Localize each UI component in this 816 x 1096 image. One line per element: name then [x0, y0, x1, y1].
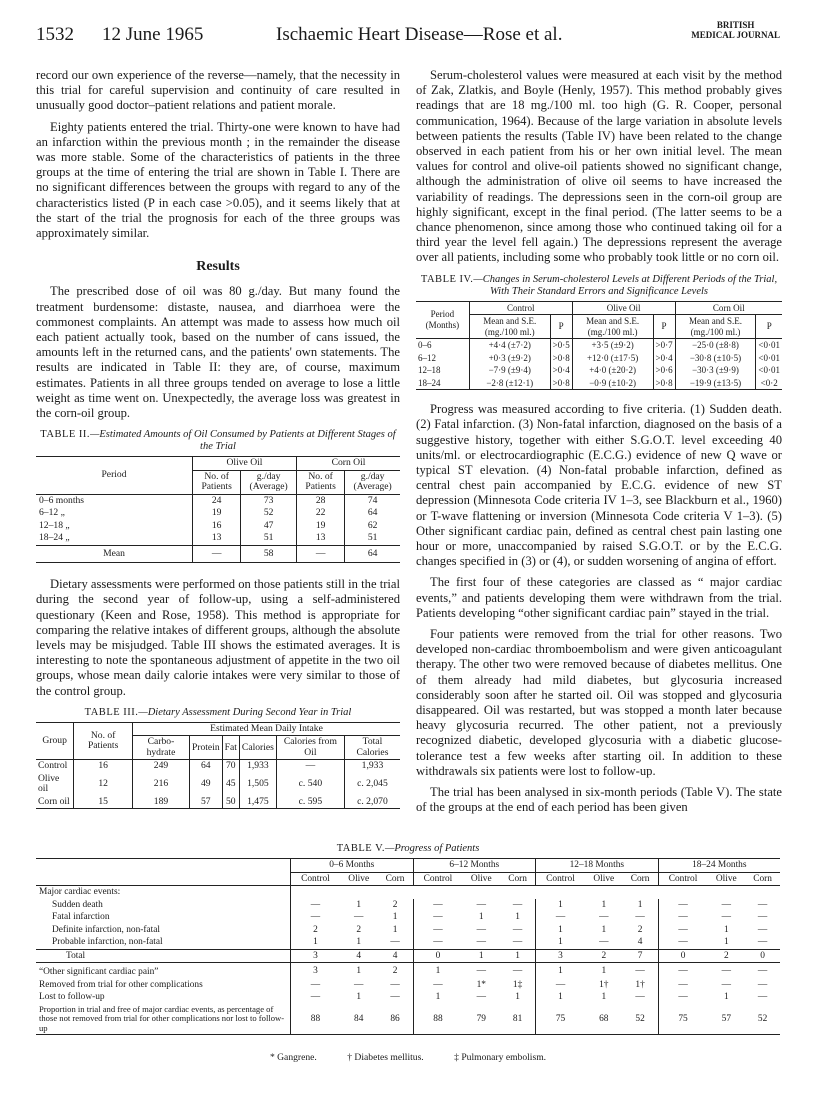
table-cell: 2 — [623, 924, 658, 937]
table-cell: 1 — [340, 936, 378, 949]
table-cell: — — [500, 936, 535, 949]
table-cell: 1 — [723, 992, 729, 1002]
table-header: Calories — [239, 736, 276, 760]
table-cell: — — [678, 979, 688, 990]
table-row: 12–18 „ 16 47 19 62 — [36, 520, 400, 533]
table-cell: 1* — [476, 979, 486, 990]
table-cell: 1 — [536, 936, 585, 949]
footnote: † Diabetes mellitus. — [347, 1052, 424, 1063]
table-header: Control — [469, 301, 572, 315]
table-cell: — — [757, 899, 768, 910]
table-cell: 2 — [313, 924, 318, 935]
table-cell: — — [378, 936, 413, 949]
table-header: Period — [36, 457, 193, 495]
table-cell: 4 — [623, 936, 658, 949]
table-cell: 84 — [340, 1004, 378, 1035]
table-header: Corn — [500, 872, 535, 886]
table-row — [36, 979, 780, 992]
table-cell: — — [433, 979, 443, 990]
table-header: Carbo-hydrate — [133, 736, 190, 760]
table4-caption: TABLE IV.—Changes in Serum-cholesterol Levels at Different Periods of the Trial, With Their Standard Errors and Significance Levels — [420, 273, 778, 297]
left-column — [36, 68, 400, 809]
table-header: g./day (Average) — [345, 470, 400, 494]
journal-name: BRITISH MEDICAL JOURNAL — [691, 20, 780, 40]
table5-block — [36, 843, 780, 1035]
table-cell: 1 — [500, 911, 535, 924]
table-cell: 52 — [745, 1004, 780, 1035]
table-cell: — — [757, 924, 768, 935]
table-cell: 88 — [413, 1004, 462, 1035]
running-title: Ischaemic Heart Disease—Rose et al. — [276, 24, 563, 45]
table-cell: 1 — [291, 936, 340, 949]
table-row: 6–12 „ 19 52 22 64 — [36, 507, 400, 520]
table-cell: 1 — [378, 911, 413, 924]
table5-caption: TABLE V.—Progress of Patients — [336, 843, 480, 854]
table-cell: 1† — [623, 979, 658, 992]
table-header: Total Calories — [344, 736, 400, 760]
table-cell: 1 — [723, 924, 729, 935]
table-header: Control — [291, 872, 340, 886]
table-cell: 1 — [601, 899, 607, 910]
table-cell: — — [599, 912, 609, 922]
table-cell: 1 — [601, 924, 607, 935]
table-header: Mean and S.E. (mg./100 ml.) — [469, 315, 550, 339]
table-cell: 2 — [707, 949, 745, 963]
table-cell: 4 — [340, 949, 378, 963]
page-number: 1532 — [36, 24, 74, 45]
row-label: Definite infarction, non-fatal — [36, 924, 291, 937]
table-row — [36, 911, 780, 924]
footnote: * Gangrene. — [269, 1052, 317, 1063]
table-cell: — — [354, 912, 364, 922]
table-cell: — — [585, 936, 623, 949]
paragraph: Dietary assessments were performed on those patients still in the trial during the second year of follow-up, using a self-administered questionary (Keen and Rose, 1958). This method is appropriate for comparing the relative intakes of different groups, although the absolute levels may be misjudged. Table III shows the estimated averages. It is interesting to note the spontaneous adjustment of appetite in the two oil groups, whose mean daily calorie intakes were very similar to those of the control group. — [36, 577, 400, 698]
table-cell: 3 — [313, 965, 318, 976]
table2-caption: TABLE II.—Estimated Amounts of Oil Consumed by Patients at Different Stages of the Trial — [40, 429, 396, 453]
table-cell: — — [757, 912, 768, 922]
table-cell: 1 — [500, 991, 535, 1004]
table-header: Olive Oil — [572, 301, 675, 315]
table-cell: 1 — [435, 965, 441, 976]
row-label: Proportion in trial and free of major cardiac events, as percentage of those not removed from trial for other complications nor lost to follow-up — [36, 1004, 291, 1035]
table-cell: — — [476, 924, 486, 935]
footnote: ‡ Pulmonary embolism. — [454, 1052, 547, 1063]
table-cell: — — [678, 992, 688, 1002]
table-cell: 1 — [356, 965, 362, 976]
table-cell: — — [678, 899, 688, 910]
table-cell: — — [310, 979, 321, 990]
table-cell: — — [745, 936, 780, 949]
table-cell: — — [433, 924, 443, 935]
row-label: Fatal infarction — [36, 911, 291, 924]
table-header: Olive — [340, 872, 378, 886]
issue-date: 12 June 1965 — [102, 24, 204, 45]
table-row — [36, 936, 780, 949]
paragraph: Serum-cholesterol values were measured at each visit by the method of Zak, Zlatkis, and Boyle (Henly, 1957). This method probably gives readings that are 18 mg./100 ml. too high (G. R. Cooper, personal communication, 1964). Because of the large variation in absolute levels between patients the results (Table IV) have been related to the change observed in each patient from his or her own initial level. The mean values for control and olive-oil patients showed no significant change, although the administration of olive oil seems to have increased the variability of readings. The depressions seen in the corn-oil group are highly significant, except in the final period. (The latter seems to be a chance phenomenon, since among those who continued taking oil for a third year the level fell again.) The depressions represent the average over all patients, including some who probably took little or no corn oil. — [416, 68, 782, 265]
table-cell: — — [378, 979, 413, 992]
table-row — [36, 991, 780, 1004]
table-cell: 1 — [356, 899, 362, 910]
table-cell: 1‡ — [500, 979, 535, 992]
table-cell: 1 — [707, 936, 745, 949]
paragraph: record our own experience of the reverse—namely, that the necessity in this trial for careful supervision and continuity of care resulted in unusually good doctor–patient relations and patient morale. — [36, 68, 400, 113]
table-row: 18–24 −2·8 (±12·1) >0·8 −0·9 (±10·2) >0·8 −19·9 (±13·5) <0·2 — [416, 377, 782, 390]
table-cell: 1 — [601, 992, 607, 1002]
table-cell: 4 — [378, 949, 413, 963]
table-cell: — — [354, 979, 364, 990]
table2 — [36, 456, 400, 563]
table-cell: — — [476, 899, 486, 910]
row-label: Total — [36, 949, 291, 963]
page-header — [36, 18, 780, 48]
table-cell: 1 — [478, 912, 484, 922]
table-header: 12–18 Months — [536, 859, 659, 873]
table-cell: 2 — [585, 949, 623, 963]
table-cell: — — [721, 912, 731, 922]
table-header: Estimated Mean Daily Intake — [133, 722, 400, 736]
table-header: Corn Oil — [675, 301, 782, 315]
table-cell: 1 — [558, 965, 563, 976]
table-cell: — — [678, 912, 688, 922]
table-cell: 2 — [378, 963, 413, 979]
table-cell: 75 — [658, 1004, 707, 1035]
table-cell: 2 — [356, 924, 362, 935]
paragraph: The first four of these categories are classed as “ major cardiac events,” and patients developing them were withdrawn from the trial. Patients developing “other significant cardiac pain” stayed in the trial. — [416, 575, 782, 620]
table-row — [36, 949, 780, 963]
table-cell: — — [500, 899, 535, 912]
table-cell: — — [462, 936, 500, 949]
table-cell: — — [310, 899, 321, 910]
table-cell: — — [721, 899, 731, 910]
table-header: Corn — [623, 872, 658, 886]
row-label: “Other significant cardiac pain” — [36, 963, 291, 979]
table-header: Olive — [707, 872, 745, 886]
table-cell: — — [623, 991, 658, 1004]
table5 — [36, 858, 780, 1035]
table-header: Corn — [745, 872, 780, 886]
table-cell: — — [555, 912, 566, 922]
table-cell: — — [757, 979, 768, 990]
table-row: 12–18 −7·9 (±9·4) >0·4 +4·0 (±20·2) >0·6 −30·3 (±9·9) <0·01 — [418, 365, 780, 376]
table-cell: — — [678, 965, 688, 976]
table-header: Corn — [378, 872, 413, 886]
table-cell: 0 — [413, 949, 462, 963]
table-row — [36, 963, 780, 979]
table-cell: 2 — [378, 899, 413, 912]
table-header: 0–6 Months — [291, 859, 414, 873]
table-cell: 1 — [558, 899, 563, 910]
table-row — [36, 886, 780, 899]
table-cell: — — [721, 965, 731, 976]
table-cell: 1 — [558, 924, 563, 935]
table3-caption: TABLE III.—Dietary Assessment During Second Year in Trial — [84, 706, 352, 718]
table-header: Calories from Oil — [276, 736, 344, 760]
table-cell: — — [623, 963, 658, 979]
table-cell: — — [413, 936, 462, 949]
table-header: 6–12 Months — [413, 859, 536, 873]
table-cell: 0 — [658, 949, 707, 963]
paragraph: Eighty patients entered the trial. Thirty-one were known to have had an infarction within the previous month ; in the remainder the disease was more stable. Some of the characteristics of patients in the three groups at the time of entering the trial are shown in Table I. There are no significant differences between the groups with regard to any of the characteristics listed (P in each case >0.05), and it seems likely that at the start of the trial the prognosis for each of the three groups was approximately similar. — [36, 119, 400, 241]
table-cell: 7 — [623, 949, 658, 963]
table-cell: 86 — [378, 1004, 413, 1035]
table-header: g./day (Average) — [241, 470, 297, 494]
table-cell: 1 — [462, 949, 500, 963]
table-header: Olive — [462, 872, 500, 886]
table-row: Mean — 58 — 64 — [36, 545, 400, 563]
table-header: Mean and S.E. (mg./100 ml.) — [675, 315, 756, 339]
table-header: Group — [36, 722, 74, 760]
table-row: 18–24 „ 13 51 13 51 — [36, 532, 400, 545]
table-cell: — — [310, 912, 321, 922]
table-header: P — [550, 315, 572, 339]
paragraph: Progress was measured according to five criteria. (1) Sudden death. (2) Fatal infarction. (3) Non-fatal infarction, diagnosed on the basis of a suggestive history, together with either S.G.O.T. level exceeding 40 units/ml. or electrocardiographic (E.C.G.) evidence of new Q wave or typical ST elevation. (4) Non-fatal probable infarction, defined as central chest pain accompanied by E.C.G. evidence of new ST depression (Minnesota Code criteria IV 1–3, see Blackburn et al., 1960) or T-wave flattening or inversion (Minnesota Code criteria V 1–3). (5) Other significant cardiac pain, defined as central chest pain lasting one hour or more, unaccompanied by raised S.G.O.T. or by the E.C.G. changes specified in (3) or (4), or sudden worsening of angina of effort. — [416, 402, 782, 569]
table-cell: — — [310, 992, 321, 1002]
table-cell: — — [623, 911, 658, 924]
right-column — [416, 68, 782, 821]
table-header: Control — [413, 872, 462, 886]
table-cell: 1 — [601, 965, 607, 976]
row-label: Probable infarction, non-fatal — [36, 936, 291, 949]
row-label: Sudden death — [36, 899, 291, 912]
table5-footnotes — [36, 1052, 780, 1063]
table-row — [36, 924, 780, 937]
table-row: Olive oil 12 216 49 45 1,505 c. 540 c. 2,045 — [38, 772, 388, 795]
table-header: Olive — [585, 872, 623, 886]
table-cell: 3 — [291, 949, 340, 963]
table-row: Control 16 249 64 70 1,933 — 1,933 — [38, 760, 384, 772]
table-cell: — — [658, 936, 707, 949]
table-cell: — — [500, 963, 535, 979]
table-header: Period (Months) — [416, 301, 469, 339]
paragraph: The trial has been analysed in six-month periods (Table V). The state of the groups at the end of each period has been given — [416, 785, 782, 815]
table-cell: — — [433, 899, 443, 910]
table-cell: 1 — [378, 924, 413, 937]
table-cell: — — [757, 992, 768, 1002]
paragraph: The prescribed dose of oil was 80 g./day. But many found the treatment burdensome: distaste, nausea, and diarrhoea were the commonest complaints. An attempt was made to assess how much oil each patient actually took, based on the number of cans issued, the amounts left in the returned cans, and the patients' own statements. The results are indicated in Table II: they are, of course, maximum estimates. Patients in all three groups tended on average to lose a little weight as time went on. Unexpectedly, the average loss was greatest in the corn-oil group. — [36, 284, 400, 421]
paragraph: Four patients were removed from the trial for other reasons. Two developed non-cardiac thromboembolism and were given anticoagulant therapy. The other two were removed because of diabetes mellitus. One of them already had mild diabetes, but glycosuria increased considerably soon after he started oil. Oil was stopped and glycosuria disappeared. Oil was restarted, but was stopped a month later because heavy glycosuria recurred. The other patient, not a previously recognized diabetic, developed glycosuria with a diabetic glucose-tolerance test a few weeks after starting oil. In addition to these withdrawals six patients were lost to follow-up. — [416, 626, 782, 778]
row-label: Removed from trial for other complications — [36, 979, 291, 992]
table-cell: 52 — [623, 1004, 658, 1035]
table-cell: — — [378, 991, 413, 1004]
table-header: No. of Patients — [296, 470, 344, 494]
table-header: Control — [658, 872, 707, 886]
table-cell: 79 — [462, 1004, 500, 1035]
table-header: 18–24 Months — [658, 859, 780, 873]
table-header: No. of Patients — [193, 470, 241, 494]
table-cell: — — [476, 992, 486, 1002]
table-row: 0–6 +4·4 (±7·2) >0·5 +3·5 (±9·2) >0·7 −25·0 (±8·8) <0·01 — [418, 340, 780, 351]
table-header: Corn Oil — [296, 457, 400, 471]
table-cell: 57 — [707, 1004, 745, 1035]
table-row: Corn oil 15 189 57 50 1,475 c. 595 c. 2,070 — [36, 796, 400, 809]
table-cell: — — [555, 979, 566, 990]
table-cell: 1 — [356, 992, 362, 1002]
table-cell: 75 — [536, 1004, 585, 1035]
table-cell: 0 — [745, 949, 780, 963]
table-header: P — [756, 315, 782, 339]
table-row: 0–6 months 24 73 28 74 — [36, 494, 400, 507]
table-cell: — — [500, 924, 535, 937]
table-row — [36, 1004, 780, 1035]
table-header: Olive Oil — [193, 457, 297, 471]
table-cell: 88 — [291, 1004, 340, 1035]
table-header: Control — [536, 872, 585, 886]
table-cell: — — [678, 924, 688, 935]
table-header: No. of Patients — [74, 722, 133, 760]
table-cell: 1 — [558, 992, 563, 1002]
table-row — [36, 899, 780, 912]
table-cell: — — [721, 979, 731, 990]
section-heading-results: Results — [196, 259, 240, 275]
table-cell: 1 — [435, 992, 441, 1002]
table-row: 6–12 +0·3 (±9·2) >0·8 +12·0 (±17·5) >0·4 −30·8 (±10·5) <0·01 — [418, 352, 780, 363]
table-cell: 3 — [536, 949, 585, 963]
table-header: Mean and S.E. (mg./100 ml.) — [572, 315, 653, 339]
table-cell: — — [433, 912, 443, 922]
table-cell: — — [757, 965, 768, 976]
table-header: P — [653, 315, 675, 339]
table-cell: 1† — [599, 979, 609, 990]
table4 — [416, 301, 782, 391]
row-label: Lost to follow-up — [36, 991, 291, 1004]
row-label: Major cardiac events: — [36, 886, 291, 899]
table-header: Protein — [189, 736, 222, 760]
table-cell: 81 — [500, 1004, 535, 1035]
table3 — [36, 722, 400, 810]
table-cell: 1 — [623, 899, 658, 912]
table-cell: 1 — [500, 949, 535, 963]
table-cell: — — [476, 965, 486, 976]
table-cell: 68 — [585, 1004, 623, 1035]
table-header: Fat — [222, 736, 239, 760]
